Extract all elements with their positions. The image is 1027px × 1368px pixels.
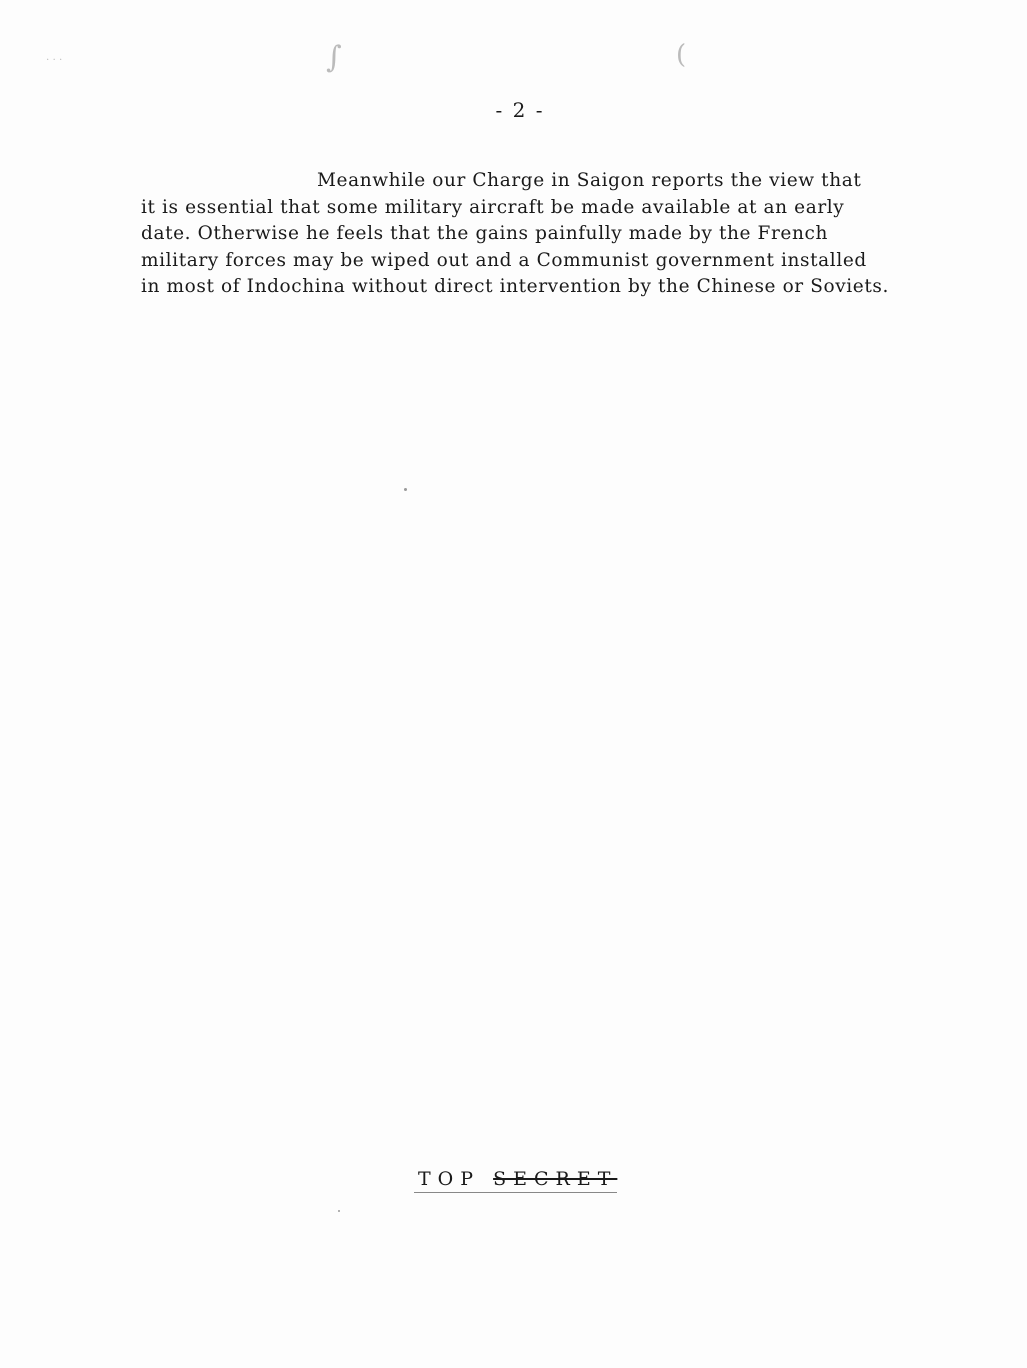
scan-speck <box>338 1210 340 1212</box>
classification-marking <box>418 1168 617 1190</box>
scan-artifact: ∫ <box>326 40 342 75</box>
paragraph-line: military forces may be wiped out and a Communist government installed <box>141 249 867 271</box>
scan-speck <box>404 488 407 491</box>
classification-word-secret: SECRET <box>493 1168 618 1190</box>
classification-word-top: TOP <box>418 1168 481 1190</box>
scan-artifact: ( <box>676 40 687 70</box>
page-number: - 2 - <box>495 98 545 122</box>
paragraph-line: date. Otherwise he feels that the gains painfully made by the French <box>141 223 828 244</box>
paragraph-line: it is essential that some military aircraft be made available at an early <box>141 196 845 218</box>
memo-paragraph <box>141 168 941 301</box>
scan-artifact: ․ ․ ․ <box>46 52 63 63</box>
paragraph-line: in most of Indochina without direct intervention by the Chinese or Soviets. <box>141 276 889 297</box>
paragraph-line: Meanwhile our Charge in Saigon reports the view that <box>317 170 862 191</box>
classification-underline <box>414 1192 617 1193</box>
